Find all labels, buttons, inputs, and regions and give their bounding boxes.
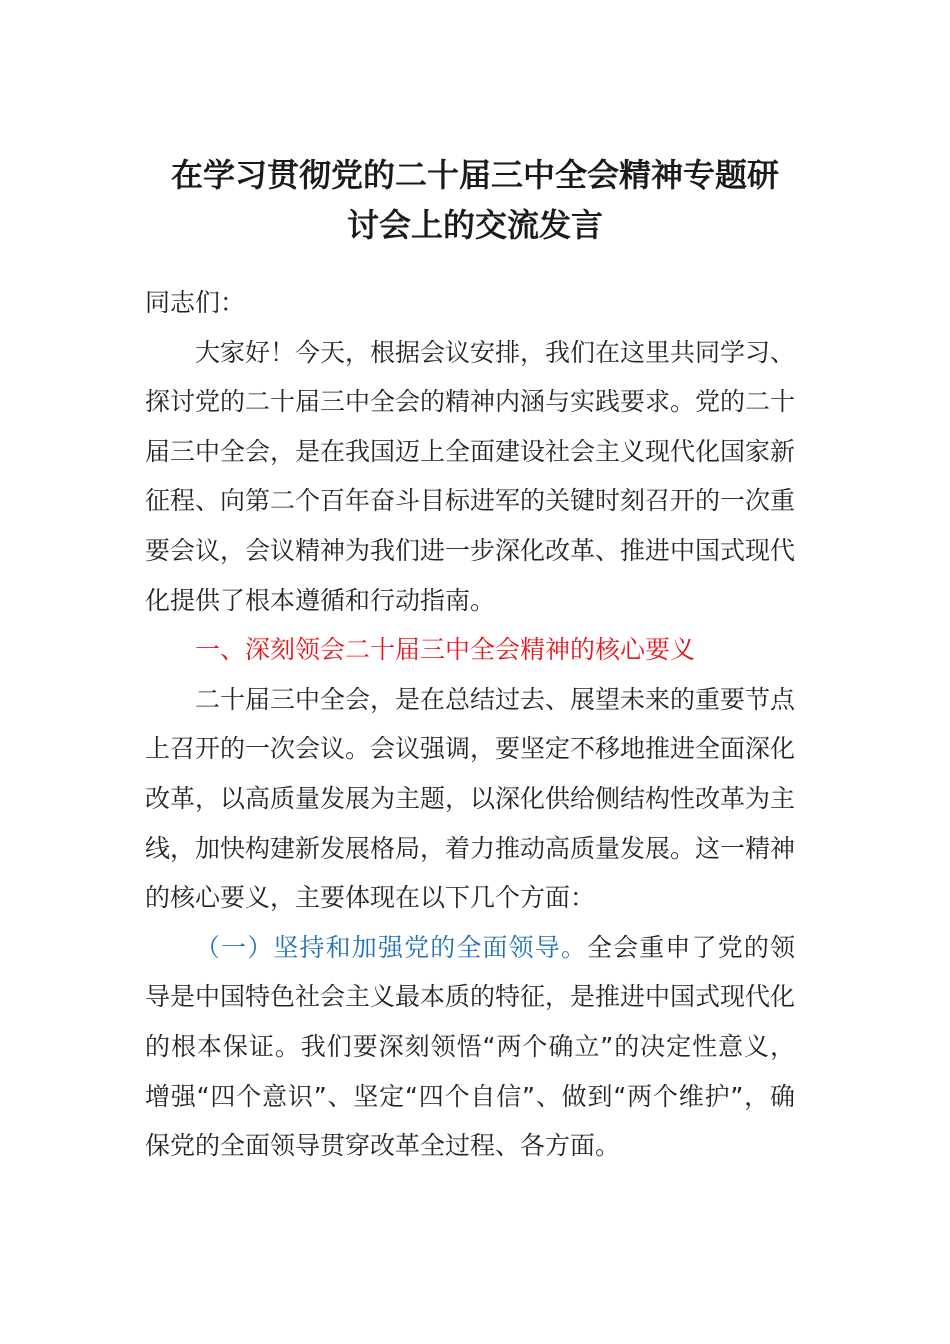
subsection-1-heading: （一）坚持和加强党的全面领导。 bbox=[195, 932, 588, 962]
section-1-paragraph: 二十届三中全会，是在总结过去、展望未来的重要节点上召开的一次会议。会议强调，要坚定不移地推进全面深化改革，以高质量发展为主题，以深化供给侧结构性改革为主线，加快构建新发展格局，着力推动高质量发展。这一精神的核心要义，主要体现在以下几个方面： bbox=[145, 684, 796, 913]
document-body bbox=[145, 278, 795, 1171]
salutation: 同志们： bbox=[145, 288, 246, 317]
section-1-heading: 一、深刻领会二十届三中全会精神的核心要义 bbox=[195, 635, 696, 665]
document-title bbox=[120, 150, 830, 250]
subsection-1-paragraph bbox=[145, 923, 795, 1171]
title-line-1: 在学习贯彻党的二十届三中全会精神专题研 bbox=[170, 156, 779, 194]
intro-paragraph: 大家好！今天，根据会议安排，我们在这里共同学习、探讨党的二十届三中全会的精神内涵与实践要求。党的二十届三中全会，是在我国迈上全面建设社会主义现代化国家新征程、向第二个百年奋斗目标进军的关键时刻召开的一次重要会议，会议精神为我们进一步深化改革、推进中国式现代化提供了根本遵循和行动指南。 bbox=[145, 337, 796, 615]
title-line-2: 讨会上的交流发言 bbox=[346, 206, 603, 244]
subsection-1-text: 全会重申了党的领导是中国特色社会主义最本质的特征，是推进中国式现代化的根本保证。我们要深刻领悟“两个确立”的决定性意义，增强“四个意识”、坚定“四个自信”、做到“两个维护”，确保党的全面领导贯穿改革全过程、各方面。 bbox=[145, 932, 796, 1161]
